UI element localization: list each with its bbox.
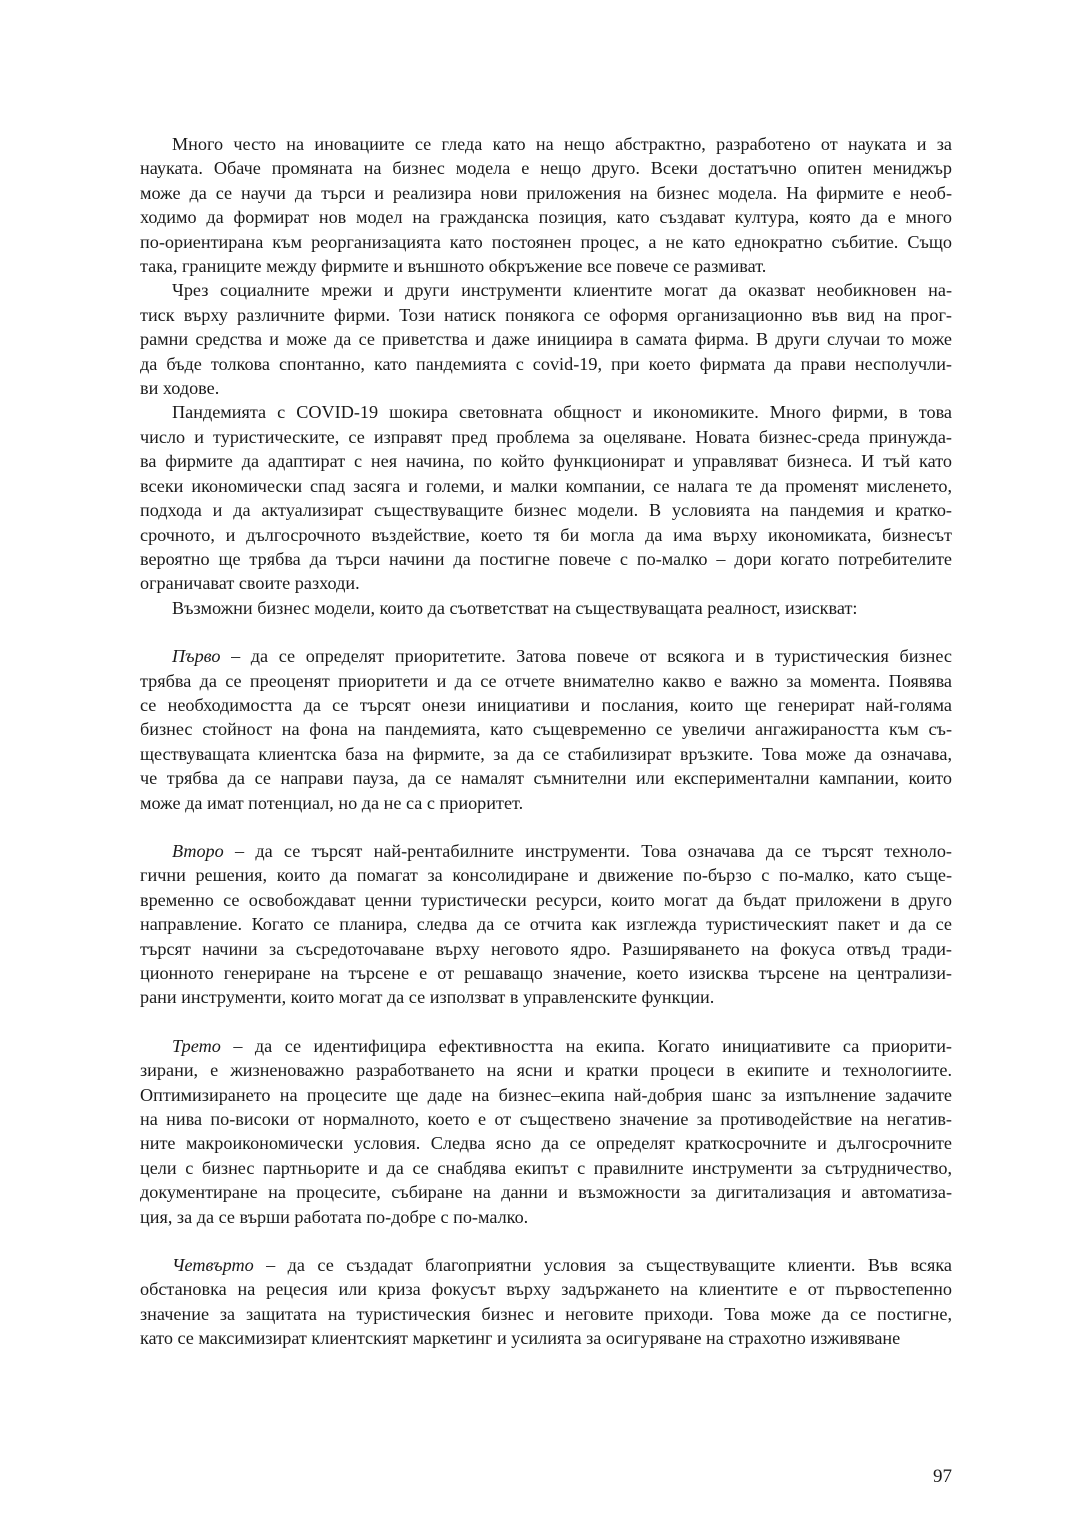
text-line: всеки икономически спад засяга и големи, и малки компании, се налага те да променят мисленето, [140,475,952,496]
text-line: ните макроикономически условия. Следва ясно да се определят краткосрочните и дългосрочните [140,1133,952,1154]
paragraph [140,644,952,815]
text-line: рамни средства и може да се приветства и даже инициира в самата фирма. В други случаи то може [140,329,952,350]
paragraph [140,1253,952,1351]
paragraph [140,278,952,400]
text-line: че трябва да се направи пауза, да се намалят съмнителни или експериментални кампании, които [140,768,952,789]
text-line: срочното, и дългосрочното въздействие, което тя би могла да има върху икономиката, бизнесът [140,524,952,545]
text-line: като се максимизират клиентският маркетинг и усилията за осигуряване на страхотно изживяване [140,1328,901,1349]
text-line [140,278,952,302]
line-text: Възможни бизнес модели, които да съответстват на съществуващата реалност, изискват: [172,597,858,618]
paragraph-gap [140,620,952,644]
lead-word: Четвърто [172,1255,254,1276]
text-line: вероятно ще трябва да търси начини да постигне повече с по-малко – дори когато потребителите [140,548,952,569]
paragraph [140,1034,952,1229]
body-text [140,132,952,1351]
line-text: – да се определят приоритетите. Затова повече от всякога и в туристическия бизнес [220,646,952,667]
text-line: значение за защитата на туристическия бизнес и неговите приходи. Това може да се постигне, [140,1303,952,1324]
text-line [140,1034,952,1058]
text-line [140,839,952,863]
paragraph [140,596,952,620]
line-text: – да се създадат благоприятни условия за съществуващите клиенти. Във всяка [253,1255,952,1276]
text-line: може да се научи да търси и реализира нови приложения на бизнес модела. На фирмите е необ- [140,182,952,203]
paragraph-gap [140,1010,952,1034]
text-line: обстановка на рецесия или криза фокусът върху задържането на клиентите е от първостепенно [140,1279,952,1300]
text-line: документиране на процесите, събиране на данни и възможности за дигитализация и автоматиза- [140,1182,952,1203]
text-line: ществуващата клиентска база на фирмите, за да се стабилизират връзките. Това може да означава, [140,743,952,764]
text-line: тиск върху различните фирми. Този натиск понякога се оформя организационно във вид на прог- [140,304,952,325]
text-line [140,132,952,156]
paragraph [140,400,952,595]
text-line: може да имат потенциал, но да не са с приоритет. [140,792,524,813]
text-line: ва фирмите да адаптират с нея начина, по който функционират и управляват бизнеса. И тъй като [140,451,952,472]
paragraph [140,839,952,1010]
text-line: временно се освобождават ценни туристически ресурси, които могат да бъдат приложени в друго [140,889,952,910]
lead-word: Трето [172,1035,221,1056]
line-text: Много често на иновациите се гледа като на нещо абстрактно, разработено от науката и за [172,134,952,154]
text-line [140,1253,952,1277]
text-line: ходимо да формират нов модел на гражданска позиция, като създават култура, която да е много [140,207,952,228]
text-line [140,644,952,668]
text-line: по-ориентирана към реорганизацията като постоянен процес, а не като еднократно събитие. Също [140,231,952,252]
line-text: Чрез социалните мрежи и други инструменти клиентите могат да оказват необикновен на- [172,280,952,301]
text-line: бизнес стойност на фона на пандемията, като същевременно се увеличи ангажираността към съ- [140,719,952,740]
text-line: рани инструменти, които могат да се използват в управленските функции. [140,987,715,1008]
text-line: ция, за да се върши работата по-добре с по-малко. [140,1206,529,1227]
text-line: ви ходове. [140,378,220,399]
page-number: 97 [933,1466,952,1487]
text-line: цели с бизнес партньорите и да се снабдява екипът с правилните инструменти за сътрудничество, [140,1157,952,1178]
line-text: – да се идентифицира ефективността на екипа. Когато инициативите са приорити- [220,1035,952,1056]
text-line: ограничават своите разходи. [140,573,360,594]
paragraph-gap [140,815,952,839]
paragraph [140,132,952,278]
text-line: направление. Когато се планира, следва да се отчита как изглежда туристическият пакет и да се [140,914,952,935]
text-line: трябва да се преоценят приоритети и да се отчете внимателно какво е важно за момента. Появява [140,670,952,691]
text-line: зирани, е жизненоважно разработването на ясни и кратки процеси в екипите и технологиите. [140,1060,952,1081]
text-line: да бъде толкова спонтанно, като пандемията с covid-19, при което фирмата да прави несполучли- [140,353,952,374]
text-line [140,400,952,424]
text-line [140,596,952,620]
paragraph-gap [140,1229,952,1253]
line-text: Пандемията с COVID-19 шокира световната общност и икономиките. Много фирми, в това [172,402,952,423]
text-line: ционното генериране на търсене е от решаващо значение, което изисква търсене на централизи- [140,963,952,983]
text-line: се необходимостта да се търсят онези инициативи и послания, които ще генерират най-голяма [140,694,952,715]
text-line: гични решения, които да помагат за консолидиране и движение по-бързо с по-малко, като съще- [140,865,952,886]
lead-word: Първо [172,646,221,667]
text-line: търсят начини за съсредоточаване върху неговото ядро. Разширяването на фокуса отвъд тради- [140,938,952,959]
text-line: така, границите между фирмите и външното обкръжение все повече се размиват. [140,256,767,277]
text-line: подхода и да актуализират съществуващите бизнес модели. В условията на пандемия и кратко- [140,500,952,521]
lead-word: Второ [172,840,224,861]
line-text: – да се търсят най-рентабилните инструменти. Това означава да се търсят техноло- [223,840,952,861]
text-line: на нива по-високи от нормалното, което е от съществено значение за противодействие на негатив- [140,1109,952,1130]
text-line: Оптимизирането на процесите ще даде на бизнес–екипа най-добрия шанс за изпълнение задачите [140,1084,952,1105]
text-line: науката. Обаче промяната на бизнес модела е нещо друго. Всеки достатъчно опитен мениджър [140,158,952,179]
text-line: число и туристическите, се изправят пред проблема за оцеляване. Новата бизнес-среда принужда- [140,426,952,447]
